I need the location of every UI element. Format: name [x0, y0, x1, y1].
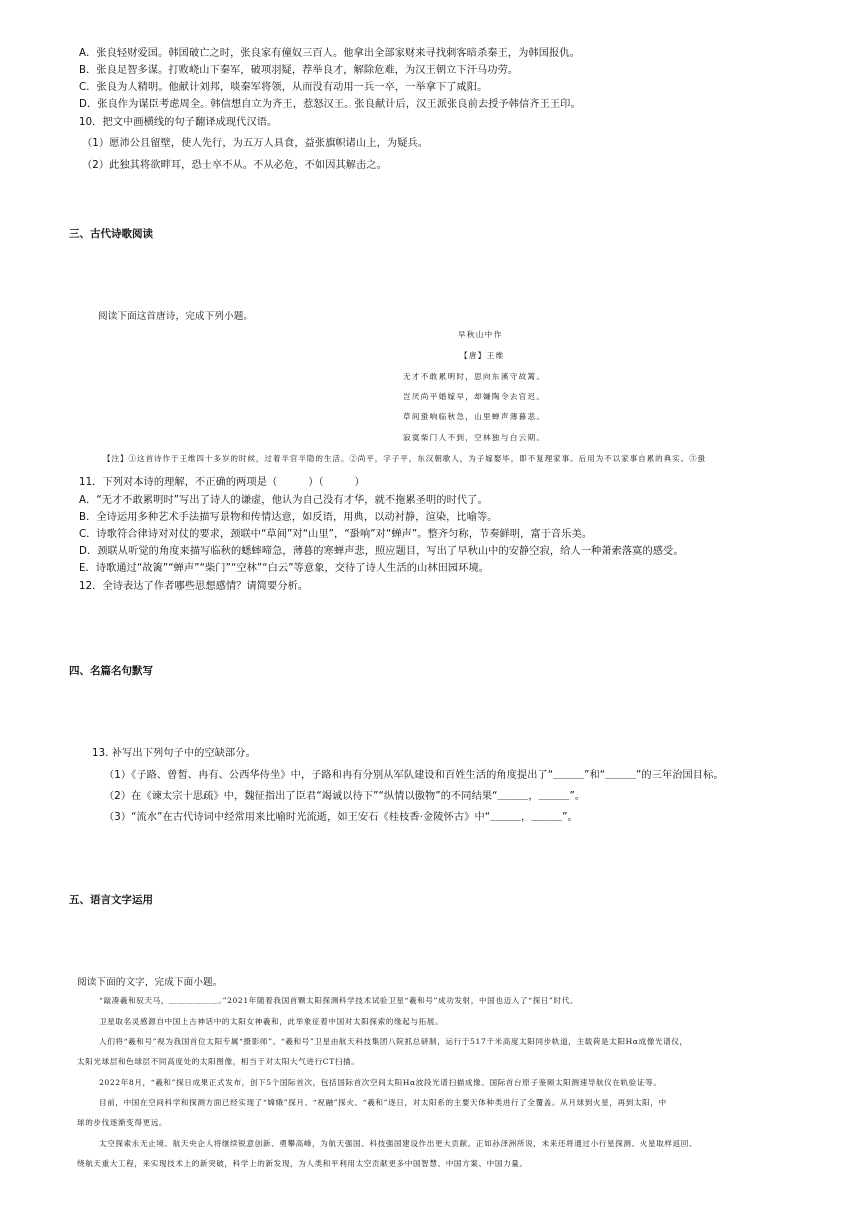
option-c-zhangliang: C．张良为人精明。他献计刘邦，啖秦军将领，从而没有动用一兵一卒，一举拿下了咸阳。	[79, 82, 488, 93]
language-intro: 阅读下面的文字，完成下面小题。	[77, 977, 223, 988]
option-a-zhangliang: A．张良轻财爱国。韩国破亡之时，张良家有僮奴三百人。他拿出全部家财来寻找刺客暗杀秦王，为韩国报仇。	[79, 48, 580, 59]
question-11: 11．下列对本诗的理解，不正确的两项是（ ）（ ）	[79, 477, 365, 488]
poem-note: 【注】①这首诗作于王维四十多岁的时候，过着半官半隐的生活。②尚平，字子平，东汉朝歌人，为子嫁娶毕，即不复理家事。后用为不以家事自累的典实。③蛩	[103, 454, 707, 463]
article-paragraph-6: 太空探索永无止境。航天央企人将继续锐意创新、勇攀高峰，为航天强国、科技强国建设作出更大贡献。正如孙泽洲所说，未来还将通过小行星探测、火星取样返回、	[99, 1139, 698, 1148]
poem-line-4: 寂寞柴门人不到，空林独与白云期。	[403, 433, 546, 442]
article-paragraph-5: 目前，中国在空间科学和探测方面已经实现了“嫦娥”探月、“祝融”探火、“羲和”逐日，对太阳系的主要天体种类进行了全覆盖。从月球到火星，再到太阳，中	[99, 1098, 667, 1107]
article-paragraph-6-cont: 绕航天重大工程，来实现技术上的新突破，科学上的新发现，为人类和平利用太空贡献更多中国智慧、中国方案、中国力量。	[77, 1159, 528, 1168]
section-heading-language: 五、语言文字运用	[69, 894, 153, 906]
article-paragraph-4: 2022年8月，“羲和”探日成果正式发布，创下5个国际首次，包括国际首次空间太阳Hα波段光谱扫描成像、国际首台原子鉴频太阳测速导航仪在轨验证等。	[99, 1078, 662, 1087]
q11-option-b: B．全诗运用多种艺术手法描写景物和传情达意，如反语，用典，以动衬静，渲染，比喻等。	[79, 512, 498, 523]
poetry-intro: 阅读下面这首唐诗，完成下列小题。	[98, 311, 254, 322]
option-d-zhangliang: D．张良作为谋臣考虑周全。韩信想自立为齐王，惹怒汉王。张良献计后，汉王派张良前去授予韩信齐王王印。	[79, 99, 581, 110]
poem-title: 早秋山中作	[458, 330, 503, 339]
poem-line-1: 无才不敢累明时，思向东溪守故篱。	[403, 372, 546, 381]
q11-option-a: A．“无才不敢累明时”写出了诗人的谦虚，他认为自己没有才华，就不拖累圣明的时代了。	[79, 495, 488, 506]
q10-item-1: （1）愿沛公且留壁，使人先行，为五万人具食，益张旗帜诸山上，为疑兵。	[82, 138, 429, 149]
q11-option-d: D．颈联从听觉的角度来描写临秋的蟋蟀啼急，薄暮的寒蝉声悲，照应题目，写出了早秋山中的安静空寂，给人一种萧索落寞的感受。	[79, 546, 684, 557]
article-paragraph-5-cont: 球的步伐逐渐变得更远。	[77, 1118, 168, 1127]
poem-author: 【唐】王维	[460, 351, 505, 360]
q13-item-2: （2）在《谏太宗十思疏》中，魏征指出了臣君“竭诚以待下”“纵情以傲物”的不同结果“＿＿＿，＿＿＿”。	[104, 791, 586, 802]
q11-option-e: E．诗歌通过“故篱”“蝉声”“柴门”“空林”“白云”等意象，交待了诗人生活的山林田园环境。	[79, 563, 490, 574]
wavy-underlined-sentence: 人们将“羲和号”视为我国首位太阳专属“摄影师”	[99, 1037, 273, 1046]
section-heading-dictation: 四、名篇名句默写	[69, 665, 153, 677]
option-b-zhangliang: B．张良足智多谋。打败峣山下秦军，破项羽疑，荐举良才，解除危难，为汉王朝立下汗马功劳。	[79, 65, 519, 76]
article-paragraph-3-rest: 。“羲和号”卫星由航天科技集团八院抓总研制，运行于517千米高度太阳同步轨道，主载荷是太阳Hα成像光谱仪，	[272, 1037, 688, 1046]
article-paragraph-1: “敲凑羲和驭天马，＿＿＿＿＿＿。”2021年随着我国首颗太阳探测科学技术试验卫星“羲和号”成功发射，中国也迈入了“探日”时代。	[99, 996, 579, 1005]
q13-item-3: （3）“流水”在古代诗词中经常用来比喻时光流逝，如王安石《桂枝香·金陵怀古》中“＿＿＿，＿＿＿”。	[104, 812, 578, 823]
section-heading-poetry: 三、古代诗歌阅读	[69, 228, 153, 240]
question-13: 13. 补写出下列句子中的空缺部分。	[92, 748, 256, 759]
article-paragraph-2: 卫星取名灵感源自中国上古神话中的太阳女神羲和，此举象征着中国对太阳探索的缘起与拓展。	[99, 1017, 444, 1026]
q11-option-c: C．诗歌符合律诗对对仗的要求，颈联中“草间”对“山里”，“蛩响”对“蝉声”。整齐匀称，节奏鲜明，富于音乐美。	[79, 529, 593, 540]
poem-line-3: 草间蛩响临秋急，山里蝉声薄暮悲。	[403, 412, 546, 421]
article-paragraph-3-cont: 太阳光球层和色球层不同高度处的太阳图像，相当于对太阳大气进行CT扫描。	[77, 1057, 360, 1066]
q13-item-1: （1）《子路、曾皙、冉有、公西华侍坐》中，子路和冉有分别从军队建设和百姓生活的角度提出了“＿＿＿”和“＿＿＿”的三年治国目标。	[104, 770, 724, 781]
question-10: 10．把文中画横线的句子翻译成现代汉语。	[79, 117, 278, 128]
q10-item-2: （2）此独其将欲畔耳，恐士卒不从。不从必危，不如因其解击之。	[82, 160, 387, 171]
question-12: 12．全诗表达了作者哪些思想感情？请简要分析。	[79, 581, 309, 592]
poem-line-2: 岂厌尚平婚嫁早，却嫌陶令去官迟。	[403, 392, 546, 401]
article-paragraph-3	[99, 1036, 828, 1047]
